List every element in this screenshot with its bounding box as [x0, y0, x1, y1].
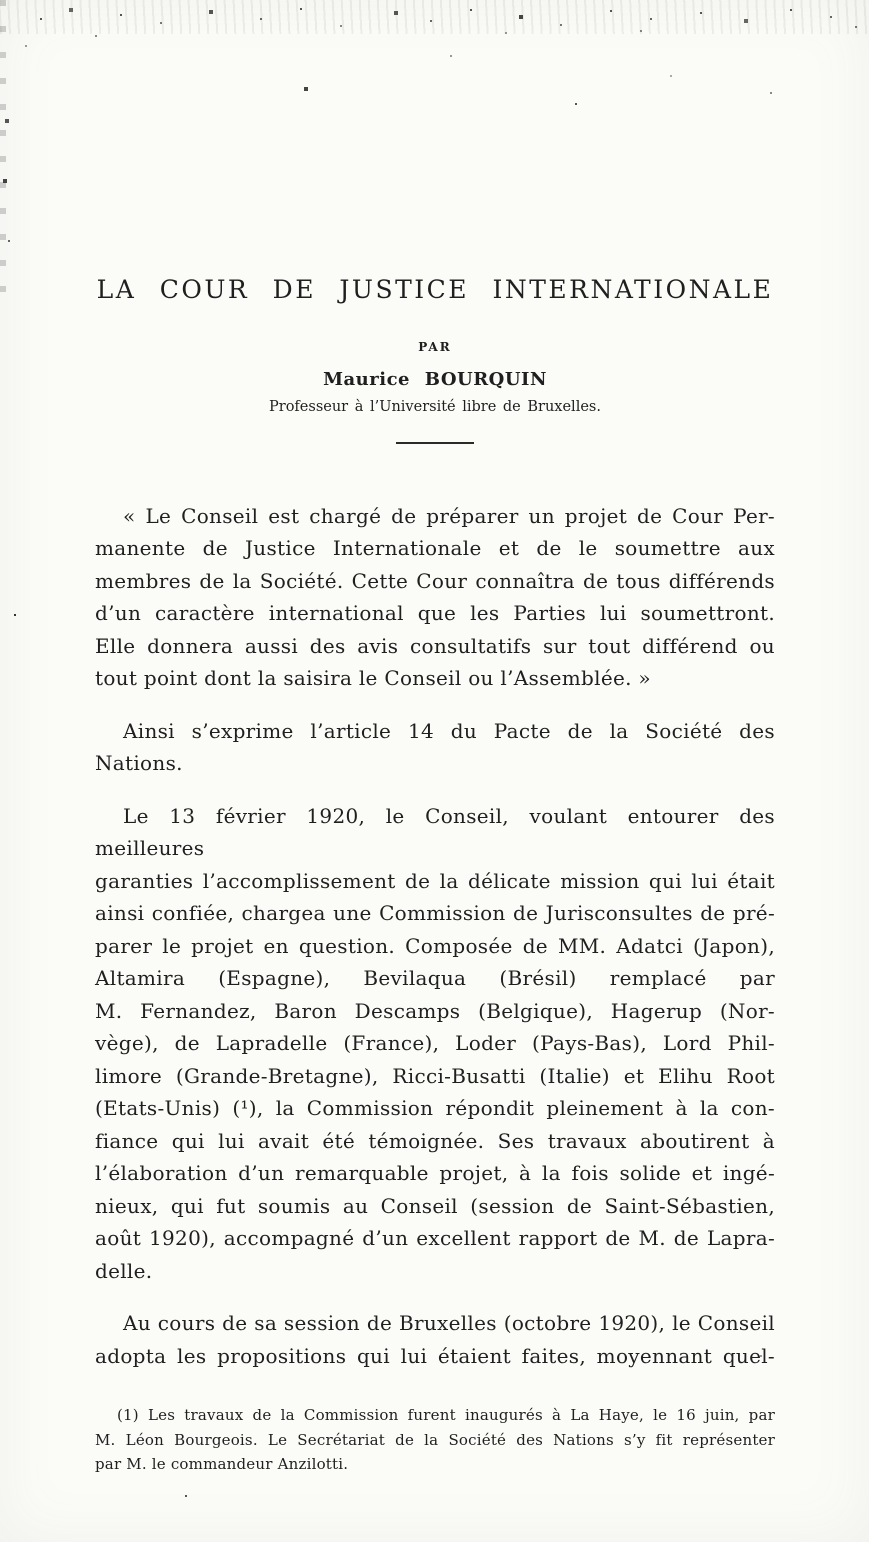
- text-line: Ainsi s’exprime l’article 14 du Pacte de la Société des: [123, 718, 775, 743]
- text-line: garanties l’accomplissement de la délicate mission qui lui était: [95, 868, 775, 893]
- text-line: Le 13 février 1920, le Conseil, voulant entourer des meilleures: [95, 803, 775, 861]
- text-line: ainsi confiée, chargea une Commission de Jurisconsultes de pré-: [95, 901, 775, 926]
- page-content: [95, 17, 775, 1477]
- text-line: Elle donnera aussi des avis consultatifs sur tout différend ou: [95, 633, 775, 658]
- footnote: [95, 1403, 775, 1477]
- text-line: Nations.: [95, 751, 183, 776]
- text-line: Altamira (Espagne), Bevilaqua (Brésil) remplacé par: [95, 966, 775, 991]
- article-body: [95, 500, 775, 1373]
- text-line: vège), de Lapradelle (France), Loder (Pays-Bas), Lord Phil-: [95, 1031, 775, 1056]
- author-name: Maurice BOURQUIN: [323, 368, 547, 390]
- text-line: Au cours de sa session de Bruxelles (octobre 1920), le Conseil: [123, 1311, 775, 1336]
- author-affiliation: Professeur à l’Université libre de Bruxelles.: [269, 398, 601, 415]
- text-line: limore (Grande-Bretagne), Ricci-Busatti (Italie) et Elihu Root: [95, 1063, 775, 1088]
- scan-noise: [0, 0, 2, 2]
- text-line: fiance qui lui avait été témoignée. Ses travaux aboutirent à: [95, 1128, 775, 1153]
- section-divider: [396, 442, 474, 444]
- text-line: août 1920), accompagné d’un excellent rapport de M. de Lapra-: [95, 1226, 775, 1251]
- text-line: d’un caractère international que les Parties lui soumettront.: [95, 601, 775, 626]
- text-line: (Etats-Unis) (¹), la Commission répondit pleinement à la con-: [95, 1096, 775, 1121]
- article-title: LA COUR DE JUSTICE INTERNATIONALE: [96, 274, 774, 304]
- text-line: l’élaboration d’un remarquable projet, à la fois solide et ingé-: [95, 1161, 775, 1186]
- footnote-line: par M. le commandeur Anzilotti.: [95, 1455, 349, 1474]
- footnote-line: M. Léon Bourgeois. Le Secrétariat de la Société des Nations s’y fit représenter: [95, 1430, 775, 1449]
- footnote-line: (1) Les travaux de la Commission furent inaugurés à La Haye, le 16 juin, par: [117, 1406, 775, 1425]
- text-line: M. Fernandez, Baron Descamps (Belgique), Hagerup (Nor-: [95, 998, 775, 1023]
- text-line: tout point dont la saisira le Conseil ou l’Assemblée. »: [95, 666, 651, 691]
- text-line: adopta les propositions qui lui étaient faites, moyennant quel-: [95, 1343, 775, 1368]
- scan-edge-artifact: [0, 0, 6, 300]
- text-line: delle.: [95, 1258, 153, 1283]
- text-line: membres de la Société. Cette Cour connaîtra de tous différends: [95, 568, 775, 593]
- text-line: nieux, qui fut soumis au Conseil (session de Saint-Sébastien,: [95, 1193, 775, 1218]
- byline-label: PAR: [418, 339, 452, 354]
- text-line: manente de Justice Internationale et de le soumettre aux: [95, 536, 775, 561]
- text-line: parer le projet en question. Composée de MM. Adatci (Japon),: [95, 933, 775, 958]
- text-line: « Le Conseil est chargé de préparer un projet de Cour Per-: [123, 503, 775, 528]
